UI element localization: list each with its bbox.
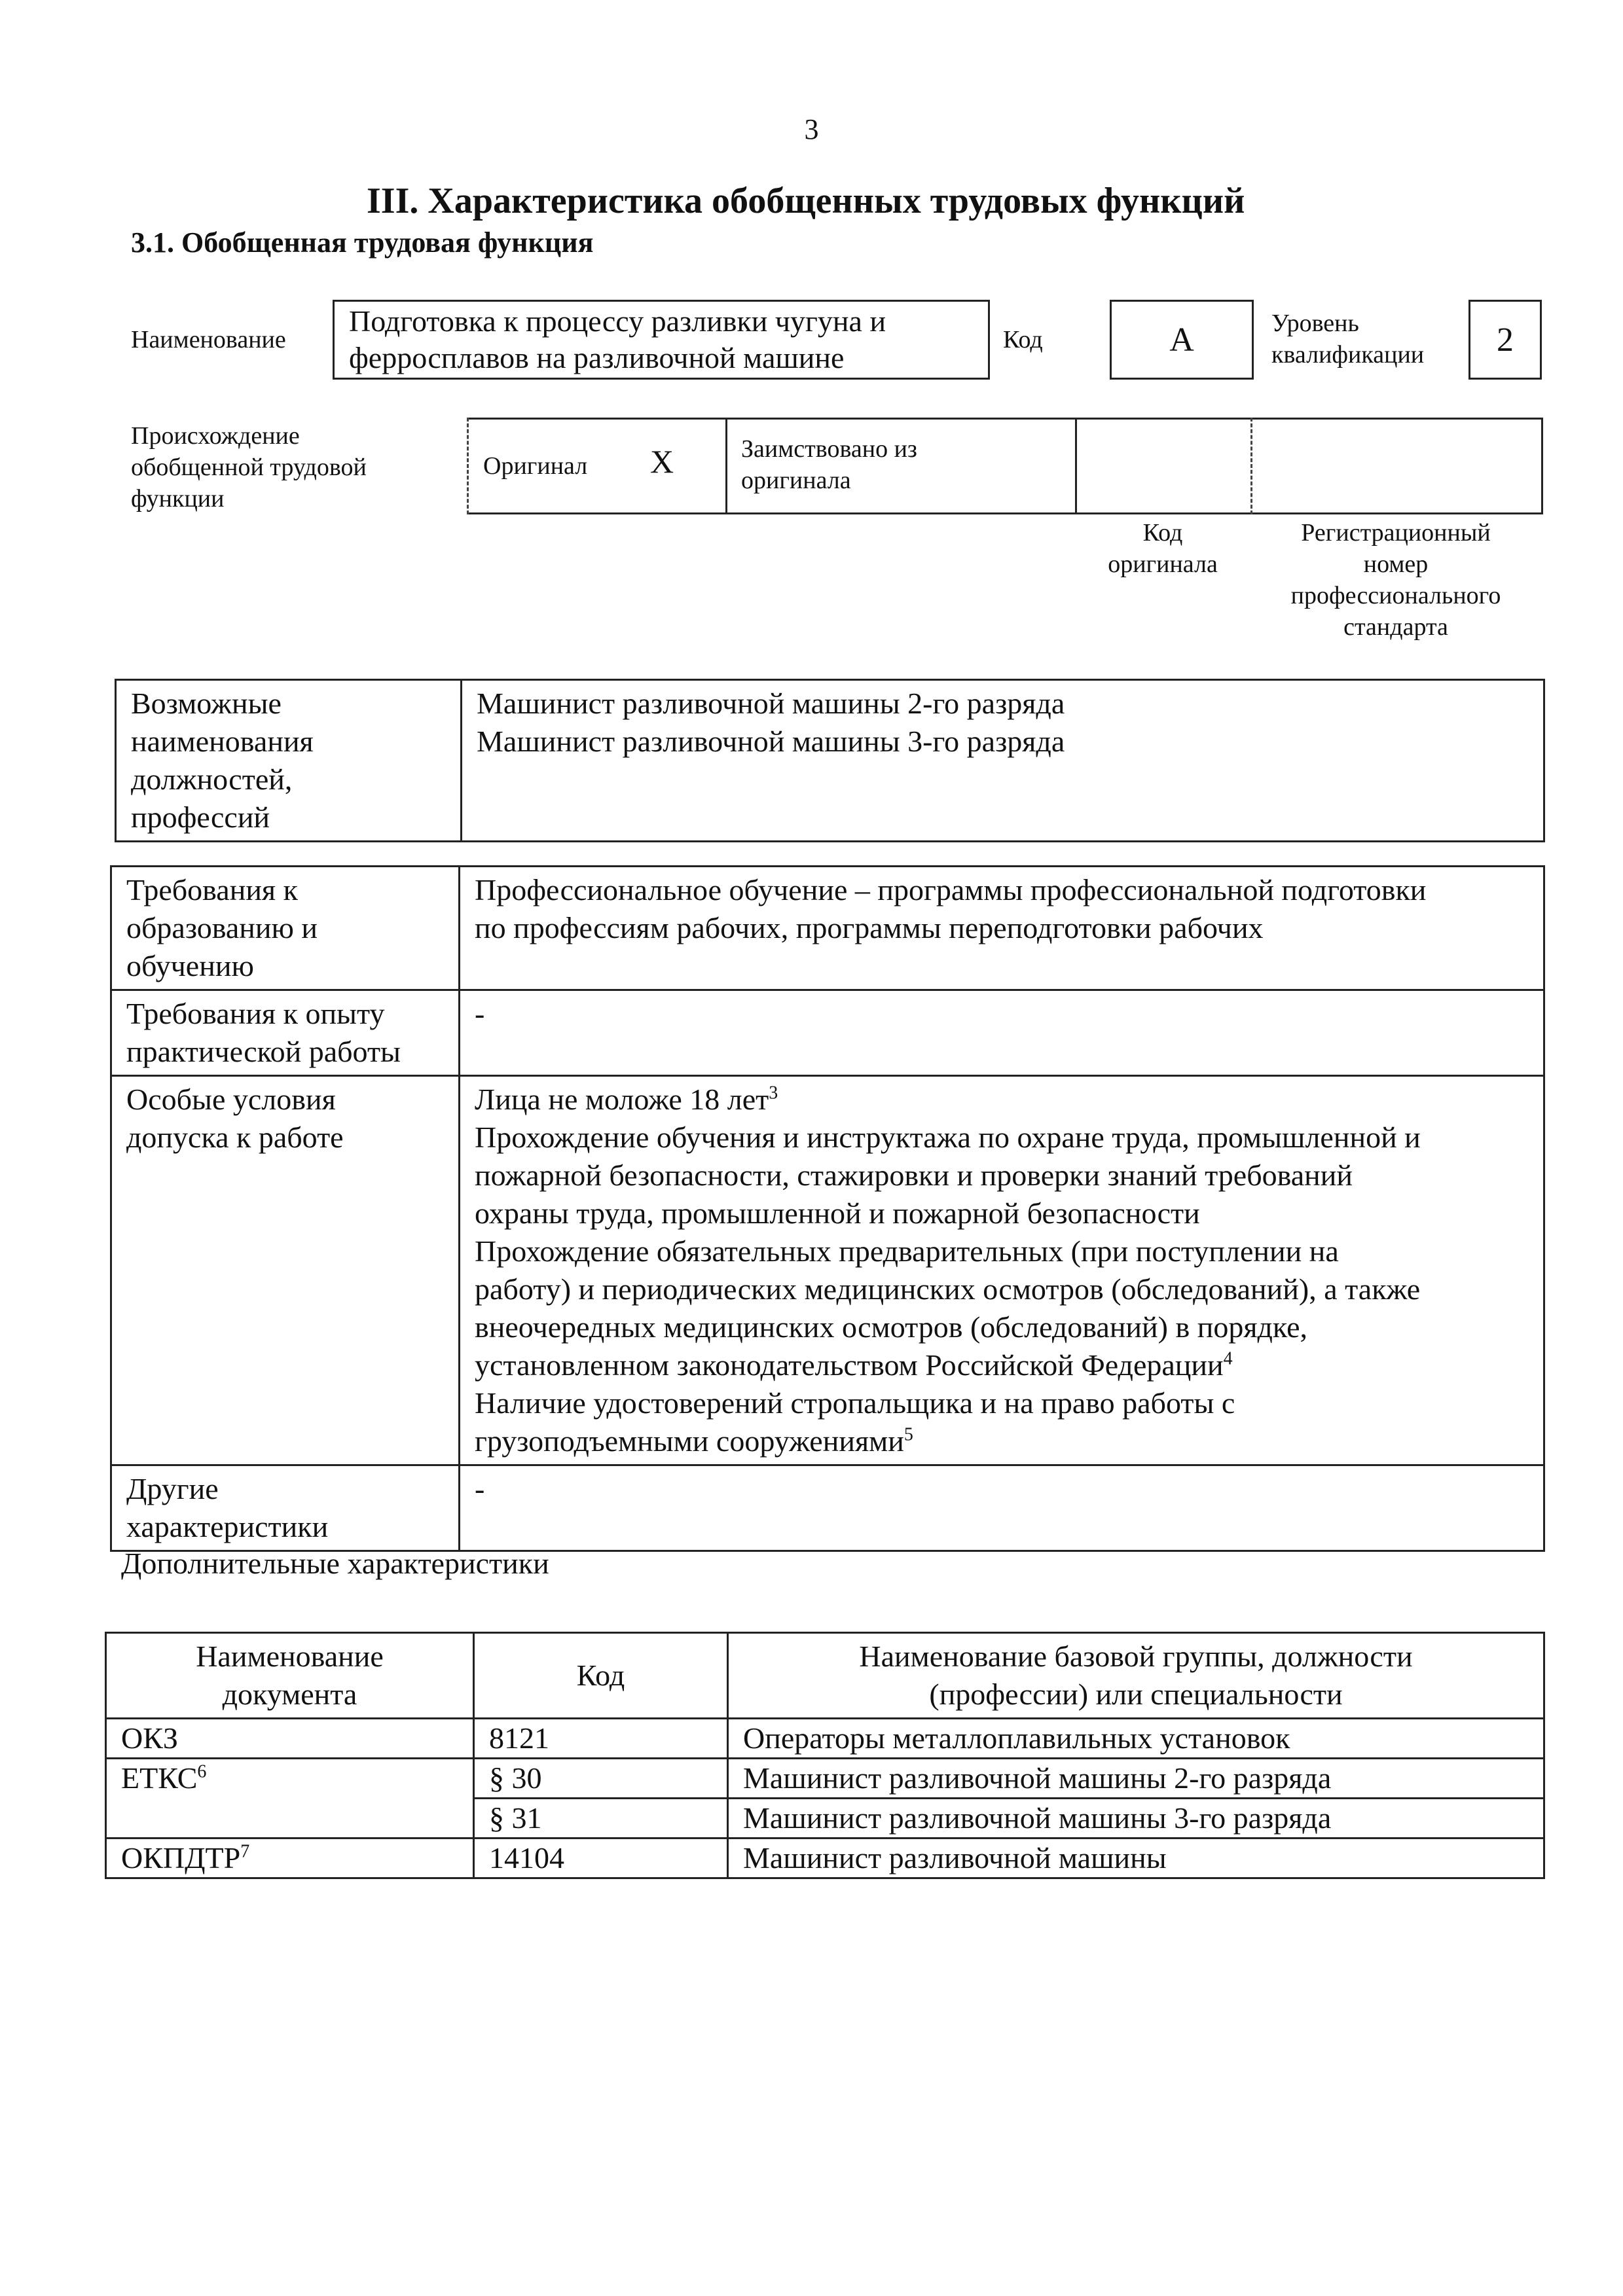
otf-level-box (1468, 300, 1542, 380)
otf-level-label: Уровень квалификации (1271, 310, 1425, 368)
footnote-ref: 6 (197, 1761, 207, 1782)
cell-name: Машинист разливочной машины 2-го разряда (728, 1759, 1544, 1799)
footnote-ref: 4 (1223, 1348, 1233, 1369)
otf-code-box (1110, 300, 1254, 380)
experience-label: Требования к опыту практической работы (111, 990, 460, 1076)
table-row (111, 990, 1544, 1076)
origin-reg-caption: Регистрационный номер профессионального стандарта (1290, 519, 1501, 641)
cell-code: § 30 (474, 1759, 728, 1799)
additional-table (105, 1632, 1545, 1879)
other-label: Другие характеристики (111, 1465, 460, 1551)
otf-name-line: ферросплавов на разливочной машине (349, 341, 845, 374)
cell-doc: ОКЗ (106, 1719, 474, 1759)
origin-top-line (468, 418, 1543, 420)
origin-original-mark: X (650, 443, 674, 480)
page-number: 3 (804, 113, 819, 145)
header-doc: Наименование документа (106, 1633, 474, 1719)
cell-name: Машинист разливочной машины 3-го разряда (728, 1799, 1544, 1839)
origin-divider (1075, 418, 1077, 514)
origin-label: Происхождение обобщенной трудовой функции (131, 422, 367, 512)
otf-code-label: Код (1003, 326, 1043, 353)
additional-title: Дополнительные характеристики (121, 1547, 549, 1580)
origin-original-label: Оригинал (483, 452, 588, 480)
cell-code: 8121 (474, 1719, 728, 1759)
table-row (106, 1839, 1544, 1878)
cell-name: Операторы металлоплавильных установок (728, 1719, 1544, 1759)
footnote-ref: 3 (769, 1083, 778, 1103)
section-title: III. Характеристика обобщенных трудовых функций (367, 181, 1245, 221)
otf-name-box (333, 300, 990, 380)
origin-borrowed-label: Заимствовано из оригинала (741, 435, 917, 494)
origin-left-dashed (467, 418, 469, 514)
header-code: Код (474, 1633, 728, 1719)
table-row (111, 1076, 1544, 1465)
requirements-table (110, 865, 1545, 1552)
origin-divider-dashed (1250, 418, 1252, 514)
otf-level-value: 2 (1497, 321, 1514, 359)
origin-code-caption: Код оригинала (1108, 519, 1218, 578)
otf-name-line: Подготовка к процессу разливки чугуна и (349, 304, 886, 338)
position-item: Машинист разливочной машины 3-го разряда (477, 725, 1065, 758)
otf-code-value: A (1169, 321, 1194, 359)
table-row (106, 1759, 1544, 1799)
cell-doc: ОКПДТР$^7$ (106, 1839, 474, 1878)
header-group: Наименование базовой группы, должности (профессии) или специальности (728, 1633, 1544, 1719)
positions-values (462, 680, 1544, 842)
origin-right-line (1541, 418, 1543, 514)
table-row (111, 867, 1544, 990)
table-header-row (106, 1633, 1544, 1719)
education-label: Требования к образованию и обучению (111, 867, 460, 990)
table-row (106, 1719, 1544, 1759)
positions-table (115, 679, 1545, 842)
subsection-title: 3.1. Обобщенная трудовая функция (131, 226, 594, 259)
cell-doc: ЕТКС$^6$ (106, 1759, 474, 1839)
table-row (111, 1465, 1544, 1551)
otf-name-label: Наименование (131, 326, 286, 353)
footnote-ref: 7 (240, 1841, 250, 1862)
origin-bottom-line (468, 512, 1543, 514)
other-value: - (460, 1465, 1544, 1551)
special-conditions-label: Особые условия допуска к работе (111, 1076, 460, 1465)
special-conditions-value: Лица не моложе 18 лет$^3$ Прохождение обучения и инструктажа по охране труда, промышленной и пожарной безопасности, стажировки и проверки знаний требований охраны труда, промышленной и пожарной безопасности Прохождение обязательных предварительных (при поступлении на работу) и периодических медицинских осмотров (обследований), а также внеочередных медицинских осмотров (обследований) в порядке, установленном законодательством Российской Федерации$^4$ Наличие удостоверений стропальщика и на право работы с грузоподъемными сооружениями$^5$ (460, 1076, 1544, 1465)
position-item: Машинист разливочной машины 2-го разряда (477, 687, 1065, 720)
cell-code: 14104 (474, 1839, 728, 1878)
footnote-ref: 5 (903, 1424, 913, 1445)
cell-name: Машинист разливочной машины (728, 1839, 1544, 1878)
education-value: Профессиональное обучение – программы профессиональной подготовки по профессиям рабочих, программы переподготовки рабочих (460, 867, 1544, 990)
experience-value: - (460, 990, 1544, 1076)
cell-code: § 31 (474, 1799, 728, 1839)
origin-divider (725, 418, 727, 514)
positions-label: Возможные наименования должностей, профессий (116, 680, 462, 842)
